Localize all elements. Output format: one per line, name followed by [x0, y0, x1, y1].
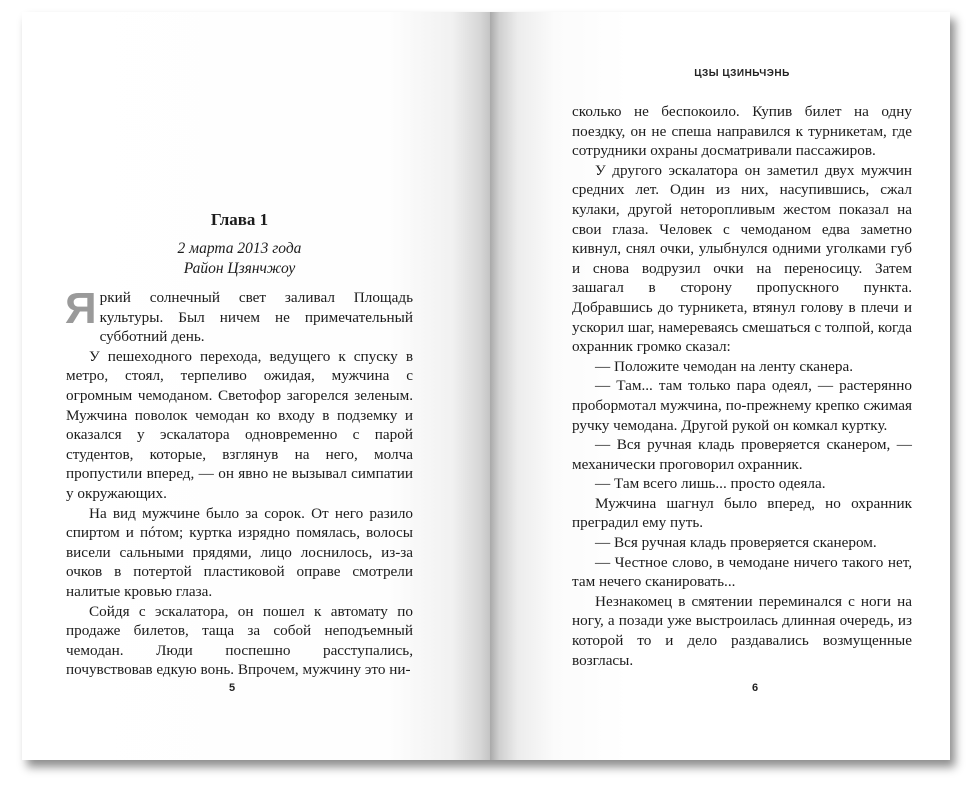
chapter-title: Глава 1 — [210, 210, 269, 229]
paragraph: сколько не беспокоило. Купив билет на одну поездку, он не спеша направился к турникетам, где сотрудники охраны досматривали пассажиров. — [572, 103, 912, 160]
paragraph: Мужчина шагнул было вперед, но охранник преградил ему путь. — [572, 494, 912, 532]
paragraph: У пешеходного перехода, ведущего к спуску в метро, стоял, терпеливо ожидая, мужчина с огромным чемоданом. Светофор загорелся зеленым. Мужчина поволок чемодан ко входу в подземку и оказался у эскалатора одновременно с парой студентов, которые, взглянув на него, молча пропустили вперед, — он явно не вызывал симпатии у окружающих. — [66, 347, 413, 502]
right-page — [490, 12, 950, 760]
left-page — [22, 12, 490, 760]
paragraph: — Положите чемодан на ленту сканера. — [595, 357, 854, 375]
paragraph: Незнакомец в смятении переминался с ноги на ногу, а позади уже выстроилась длинная очередь, из которой то и дело раздавались возмущенные возгласы. — [572, 592, 912, 669]
paragraph: На вид мужчине было за сорок. От него разило спиртом и пóтом; куртка изрядно помялась, волосы висели сальными прядями, лицо лоснилось, из-за очков в потертой пластиковой оправе смотрели налитые кровью глаза. — [66, 504, 413, 600]
drop-cap: Я — [65, 284, 97, 333]
right-page-text — [572, 102, 912, 670]
book-spread — [22, 12, 950, 760]
chapter-date: 2 марта 2013 года — [177, 240, 302, 257]
running-header: ЦЗЫ ЦЗИНЬЧЭНЬ — [694, 68, 790, 79]
paragraph: — Там... там только пара одеял, — растерянно пробормотал мужчина, по-прежнему крепко сжимая ручку чемодана. Другой рукой он комкал куртку. — [572, 377, 912, 434]
left-page-text — [65, 284, 413, 680]
paragraph: Сойдя с эскалатора, он пошел к автомату по продаже билетов, таща за собой неподъемный чемодан. Люди поспешно расступались, почувствовав едкую вонь. Впрочем, мужчину это ни- — [66, 602, 413, 679]
page-number-left: 5 — [228, 682, 236, 694]
paragraph: У другого эскалатора он заметил двух мужчин средних лет. Один из них, насупившись, сжал кулаки, другой неторопливым жестом показал на свои глаза. Человек с чемоданом едва заметно кивнул, снял очки, улыбнулся одними уголками губ и снова водрузил очки на переносицу. Затем зашагал в сторону пропускного пункта. Добравшись до турникета, втянул голову в плечи и ускорил шаг, намереваясь смешаться с толпой, когда охранник громко сказал: — [572, 161, 912, 356]
paragraph: — Честное слово, в чемодане ничего такого нет, там нечего сканировать... — [572, 553, 912, 591]
paragraph: — Вся ручная кладь проверяется сканером, — механически проговорил охранник. — [572, 436, 912, 473]
paragraph: — Там всего лишь... просто одеяла. — [595, 475, 826, 493]
paragraph-text: ркий солнечный свет заливал Площадь культуры. Был ничем не примечательный субботний день. — [99, 289, 413, 346]
chapter-place: Район Цзянчжоу — [183, 260, 296, 277]
paragraph — [65, 284, 413, 347]
paragraph: — Вся ручная кладь проверяется сканером. — [595, 534, 877, 552]
page-number-right: 6 — [751, 682, 759, 694]
